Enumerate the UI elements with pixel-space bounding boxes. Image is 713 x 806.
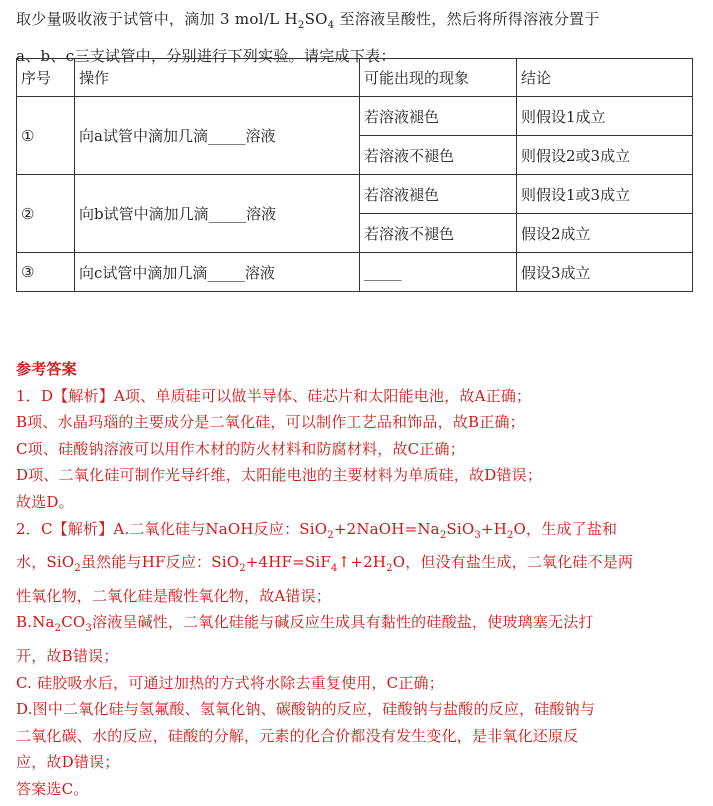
row-no: ② bbox=[17, 175, 75, 253]
row-phenomenon: 若溶液褪色 bbox=[360, 175, 517, 214]
q2-line: C. 硅胶吸水后，可通过加热的方式将水除去重复使用，C正确； bbox=[16, 673, 444, 692]
header-conclusion: 结论 bbox=[517, 59, 693, 97]
intro-line-1: 取少量吸收液于试管中，滴加 3 mol/L $H_2SO_4$ 至溶液呈酸性，然后将所得溶液分置于 bbox=[16, 10, 600, 31]
row-conclusion: 假设3成立 bbox=[517, 253, 693, 292]
row-conclusion: 假设2成立 bbox=[517, 214, 693, 253]
row-operation: 向b试管中滴加几滴_____溶液 bbox=[75, 175, 360, 253]
q2-line: 性氧化物，二氧化硅是酸性氧化物，故A错误； bbox=[16, 586, 332, 605]
answer-title: 参考答案 bbox=[16, 360, 77, 378]
header-no: 序号 bbox=[17, 59, 75, 97]
row-conclusion: 则假设1或3成立 bbox=[517, 175, 693, 214]
experiment-table bbox=[16, 58, 693, 292]
row-conclusion: 则假设2或3成立 bbox=[517, 136, 693, 175]
q1-line: D项、二氧化硅可制作光导纤维，太阳能电池的主要材料为单质硅，故D错误； bbox=[16, 466, 543, 485]
q2-line: 应，故D错误； bbox=[16, 753, 120, 772]
header-phenomenon: 可能出现的现象 bbox=[360, 59, 517, 97]
q2-line: 二氧化碳、水的反应，硅酸的分解，元素的化合价都没有发生变化，是非氧化还原反 bbox=[16, 726, 579, 745]
q2-line: $B.Na_2CO_3$溶液呈碱性，二氧化硅能与碱反应生成具有黏性的硅酸盐，使玻璃塞无法打 bbox=[16, 613, 594, 635]
row-no: ③ bbox=[17, 253, 75, 292]
row-operation: 向a试管中滴加几滴_____溶液 bbox=[75, 97, 360, 175]
row-no: ① bbox=[17, 97, 75, 175]
row-phenomenon: _____ bbox=[360, 253, 517, 292]
q1-line: 1．D【解析】A项、单质硅可以做半导体、硅芯片和太阳能电池，故A正确； bbox=[16, 386, 532, 405]
row-phenomenon: 若溶液不褪色 bbox=[360, 214, 517, 253]
table-row bbox=[17, 97, 693, 136]
row-conclusion: 则假设1成立 bbox=[517, 97, 693, 136]
q2-line: 开，故B错误； bbox=[16, 646, 119, 665]
q2-line: 水，SiO$_2$虽然能与HF反应：$SiO_2+4HF=SiF_4↑+2H_2O$，但没有盐生成，二氧化硅不是两 bbox=[16, 553, 634, 575]
intro-line-2: a、b、c三支试管中，分别进行下列实验。请完成下表： bbox=[16, 47, 396, 65]
q2-line: 答案选C。 bbox=[16, 779, 89, 798]
q1-line: B项、水晶玛瑙的主要成分是二氧化硅，可以制作工艺品和饰品，故B正确； bbox=[16, 413, 525, 432]
row-phenomenon: 若溶液不褪色 bbox=[360, 136, 517, 175]
table-row bbox=[17, 175, 693, 214]
q2-line: D.图中二氧化硅与氢氟酸、氢氧化钠、碳酸钠的反应，硅酸钠与盐酸的反应，硅酸钠与 bbox=[16, 700, 596, 719]
q2-line: 2．C【解析】A.二氧化硅与NaOH反应：$SiO_2+2NaOH=Na_2SiO_3+H_2O$，生成了盐和 bbox=[16, 519, 618, 541]
header-operation: 操作 bbox=[75, 59, 360, 97]
row-operation: 向c试管中滴加几滴_____溶液 bbox=[75, 253, 360, 292]
row-phenomenon: 若溶液褪色 bbox=[360, 97, 517, 136]
answer-section bbox=[16, 356, 706, 803]
table-row bbox=[17, 253, 693, 292]
q1-line: C项、硅酸钠溶液可以用作木材的防火材料和防腐材料，故C正确； bbox=[16, 439, 465, 458]
table-header-row bbox=[17, 59, 693, 97]
q1-line: 故选D。 bbox=[16, 492, 74, 511]
